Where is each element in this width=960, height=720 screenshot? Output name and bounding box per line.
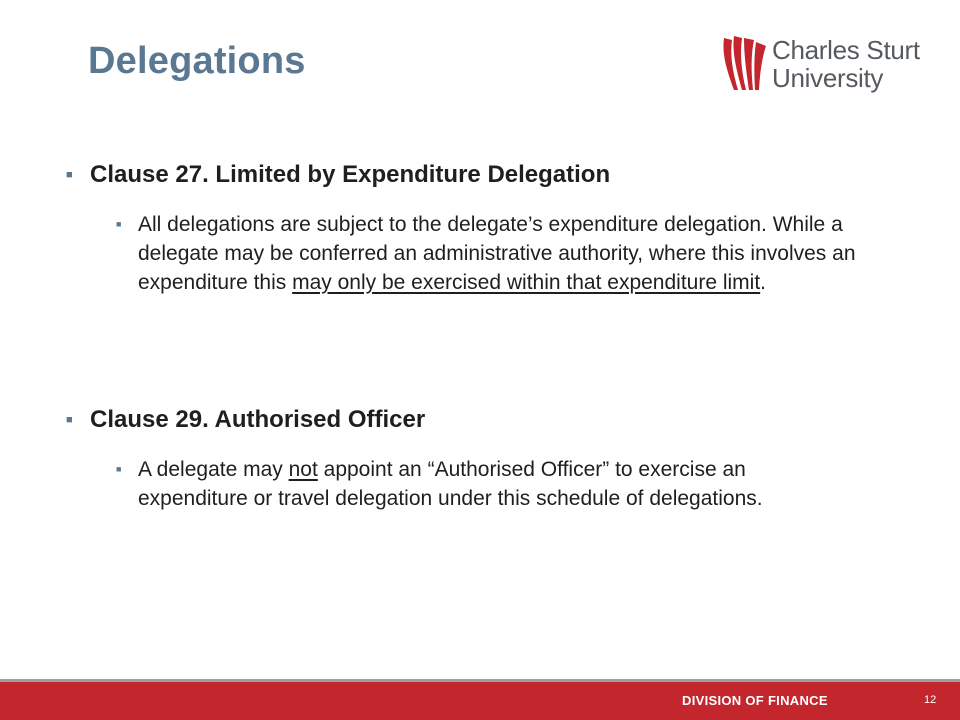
logo-line-2: University bbox=[772, 63, 884, 93]
square-bullet-icon: ■ bbox=[66, 414, 73, 426]
slide-title: Delegations bbox=[88, 40, 306, 82]
page-number: 12 bbox=[924, 694, 937, 706]
clause-27-body bbox=[138, 210, 856, 297]
clause-27-body-item bbox=[116, 210, 856, 297]
square-bullet-icon: ■ bbox=[116, 219, 122, 229]
footer-bar bbox=[0, 682, 960, 720]
square-bullet-icon: ■ bbox=[66, 169, 73, 181]
clause-29-heading: Clause 29. Authorised Officer bbox=[90, 406, 426, 433]
clause-27-body-underlined: may only be exercised within that expenditure limit bbox=[292, 271, 761, 294]
clause-29-body-underlined: not bbox=[288, 458, 318, 481]
square-bullet-icon: ■ bbox=[116, 464, 122, 474]
csu-flame-logo-icon bbox=[720, 34, 768, 94]
footer-label: DIVISION OF FINANCE bbox=[682, 693, 828, 708]
logo-line-1: Charles Sturt bbox=[772, 35, 920, 65]
clause-29-body-item bbox=[116, 455, 856, 513]
university-logo bbox=[720, 34, 930, 94]
clause-27-heading: Clause 27. Limited by Expenditure Delegation bbox=[90, 161, 611, 188]
clause-27-body-text: All delegations are subject to the delegate’s expenditure delegation. While a delegate may be conferred an administrative authority, where this involves an expenditure this bbox=[138, 213, 856, 294]
clause-29-body bbox=[138, 455, 856, 513]
clause-29-body-end: appoint an “Authorised Officer” to exercise an expenditure or travel delegation under this schedule of delegations. bbox=[138, 458, 763, 510]
clause-29-body-text: A delegate may bbox=[138, 458, 289, 481]
logo-wordmark bbox=[772, 36, 920, 92]
clause-27-body-end: . bbox=[760, 271, 767, 294]
